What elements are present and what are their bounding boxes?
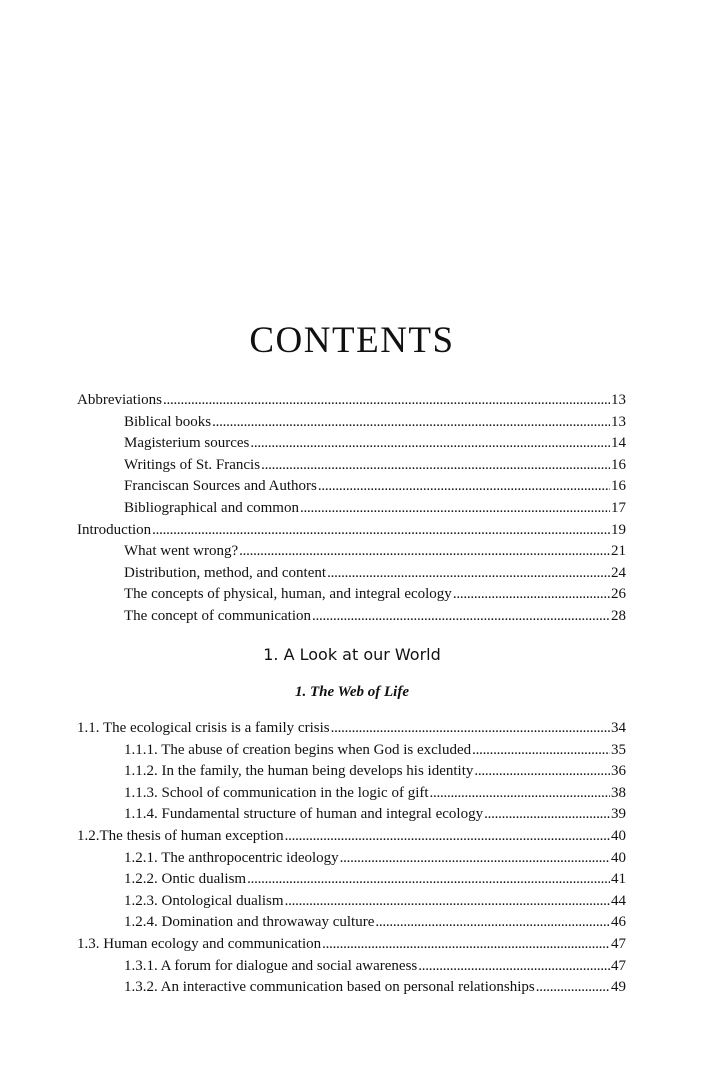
toc-entry-page: 47: [611, 935, 626, 952]
toc-entry-page: 41: [611, 871, 626, 888]
toc-entry[interactable]: [77, 956, 626, 978]
toc-entry-label: 1.1.2. In the family, the human being develops his identity: [124, 763, 474, 780]
toc-leader-dots: [285, 891, 610, 913]
toc-entry-page: 35: [611, 741, 626, 758]
toc-leader-dots: [152, 520, 610, 542]
toc-entry[interactable]: [77, 761, 626, 783]
toc-entry-label: Introduction: [77, 521, 152, 538]
toc-entry[interactable]: [77, 977, 626, 999]
toc-entry-page: 39: [611, 806, 626, 823]
toc-entry[interactable]: [77, 606, 626, 628]
toc-entry-label: Writings of St. Francis: [124, 456, 261, 473]
toc-front-matter: [77, 390, 626, 628]
toc-entry-page: 38: [611, 784, 626, 801]
toc-entry-label: 1.3. Human ecology and communication: [77, 935, 322, 952]
toc-entry[interactable]: [77, 934, 626, 956]
toc-entry[interactable]: [77, 804, 626, 826]
toc-leader-dots: [250, 433, 610, 455]
toc-entry[interactable]: [77, 433, 626, 455]
toc-entry-page: 13: [611, 392, 626, 408]
toc-entry-page: 21: [611, 543, 626, 560]
toc-leader-dots: [285, 826, 610, 848]
toc-entry[interactable]: [77, 891, 626, 913]
toc-leader-dots: [261, 455, 610, 477]
toc-entry-page: 17: [611, 499, 626, 516]
toc-leader-dots: [322, 934, 610, 956]
toc-entry-label: 1.2.The thesis of human exception: [77, 827, 284, 844]
toc-entry-label: Abbreviations: [77, 392, 162, 408]
toc-entry-page: 19: [611, 521, 626, 538]
toc-leader-dots: [331, 718, 610, 740]
toc-entry[interactable]: [77, 476, 626, 498]
toc-leader-dots: [375, 912, 610, 934]
part-heading: 1. A Look at our World: [263, 645, 441, 664]
toc-entry-page: 14: [611, 435, 626, 452]
toc-chapter-one: [77, 718, 626, 999]
toc-entry-label: Biblical books: [124, 413, 212, 430]
toc-entry-page: 40: [611, 849, 626, 866]
toc-entry-page: 16: [611, 478, 626, 495]
toc-entry-label: 1.2.1. The anthropocentric ideology: [124, 849, 339, 866]
toc-leader-dots: [327, 563, 610, 585]
toc-leader-dots: [484, 804, 610, 826]
toc-leader-dots: [212, 412, 610, 434]
toc-entry-label: 1.1. The ecological crisis is a family crisis: [77, 720, 330, 736]
toc-entry[interactable]: [77, 912, 626, 934]
toc-entry-label: The concepts of physical, human, and integral ecology: [124, 586, 452, 603]
toc-entry-label: 1.2.3. Ontological dualism: [124, 892, 284, 909]
toc-entry-page: 47: [611, 957, 626, 974]
toc-entry[interactable]: [77, 563, 626, 585]
toc-leader-dots: [239, 541, 610, 563]
toc-entry[interactable]: [77, 498, 626, 520]
toc-entry-label: 1.2.4. Domination and throwaway culture: [124, 914, 375, 931]
toc-entry-label: 1.1.4. Fundamental structure of human and integral ecology: [124, 806, 484, 823]
toc-entry-page: 34: [611, 720, 626, 736]
toc-leader-dots: [318, 476, 610, 498]
toc-leader-dots: [300, 498, 610, 520]
toc-entry-label: Franciscan Sources and Authors: [124, 478, 317, 495]
toc-entry-label: The concept of communication: [124, 607, 312, 624]
toc-entry[interactable]: [77, 826, 626, 848]
toc-entry[interactable]: [77, 584, 626, 606]
toc-leader-dots: [453, 584, 610, 606]
toc-entry-label: Bibliographical and common: [124, 499, 299, 516]
toc-entry-page: 44: [611, 892, 626, 909]
toc-entry-label: 1.1.1. The abuse of creation begins when God is excluded: [124, 741, 472, 758]
toc-entry-label: 1.3.2. An interactive communication based on personal relationships: [124, 979, 535, 996]
toc-leader-dots: [430, 783, 610, 805]
toc-leader-dots: [536, 977, 610, 999]
toc-leader-dots: [472, 740, 610, 762]
toc-entry[interactable]: [77, 455, 626, 477]
toc-entry-page: 49: [611, 979, 626, 996]
toc-leader-dots: [312, 606, 610, 628]
toc-entry-page: 24: [611, 564, 626, 581]
toc-entry-page: 26: [611, 586, 626, 603]
toc-leader-dots: [418, 956, 610, 978]
chapter-heading: 1. The Web of Life: [294, 684, 409, 700]
toc-entry[interactable]: [77, 718, 626, 740]
toc-entry-page: 40: [611, 827, 626, 844]
toc-entry-label: 1.2.2. Ontic dualism: [124, 871, 247, 888]
toc-entry-label: What went wrong?: [124, 543, 239, 560]
toc-leader-dots: [247, 869, 610, 891]
toc-entry-page: 16: [611, 456, 626, 473]
toc-entry-label: 1.3.1. A forum for dialogue and social awareness: [124, 957, 418, 974]
toc-entry[interactable]: [77, 390, 626, 412]
toc-entry-page: 36: [611, 763, 626, 780]
toc-entry[interactable]: [77, 869, 626, 891]
toc-entry-page: 13: [611, 413, 626, 430]
toc-entry[interactable]: [77, 520, 626, 542]
toc-entry-label: Magisterium sources: [124, 435, 250, 452]
toc-entry-label: 1.1.3. School of communication in the logic of gift: [124, 784, 429, 801]
toc-leader-dots: [340, 848, 610, 870]
toc-entry-label: Distribution, method, and content: [124, 564, 327, 581]
toc-entry[interactable]: [77, 848, 626, 870]
toc-entry[interactable]: [77, 412, 626, 434]
toc-entry[interactable]: [77, 740, 626, 762]
toc-entry[interactable]: [77, 783, 626, 805]
page-title: CONTENTS: [249, 320, 455, 361]
toc-entry[interactable]: [77, 541, 626, 563]
toc-leader-dots: [474, 761, 610, 783]
toc-leader-dots: [163, 390, 610, 412]
toc-entry-page: 46: [611, 914, 626, 931]
toc-entry-page: 28: [611, 607, 626, 624]
